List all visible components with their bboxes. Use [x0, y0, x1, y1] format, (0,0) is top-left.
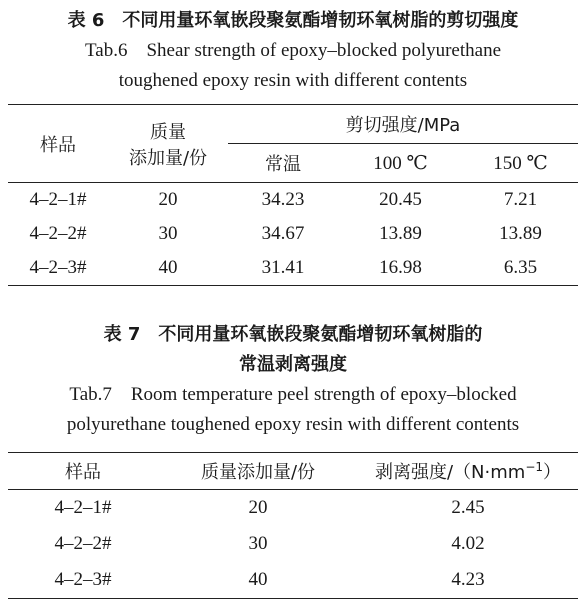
table7-header-content: 质量添加量/份	[158, 453, 358, 490]
table6-cell-rt: 34.23	[261, 189, 305, 210]
table6-header-content-line1: 质量	[150, 121, 186, 143]
table6-cell-rt: 34.67	[261, 223, 305, 244]
table7-header-peel-sup: −1	[525, 460, 544, 474]
table6-cell-sample: 4–2–1#	[29, 189, 87, 210]
table6-cell-150: 6.35	[503, 257, 538, 278]
table7-cell-content: 30	[248, 533, 268, 554]
table7-caption	[0, 320, 586, 440]
table6-cell-100: 16.98	[379, 257, 422, 278]
table7-cell-content: 40	[248, 569, 268, 590]
table6-cell-sample: 4–2–3#	[29, 257, 87, 278]
table6-cell-content: 30	[158, 223, 178, 244]
table6-caption-en-line1: Tab.6 Shear strength of epoxy–blocked polyurethane	[84, 40, 502, 61]
table6-cell-100: 13.89	[379, 223, 422, 244]
table6-caption-en-line2: toughened epoxy resin with different contents	[118, 70, 468, 91]
table7	[8, 452, 578, 599]
table-row	[8, 217, 578, 251]
table6-cell-content: 20	[158, 189, 178, 210]
table-row	[8, 526, 578, 562]
table6-header-col-100: 100 ℃	[373, 152, 428, 174]
table-row	[8, 251, 578, 286]
table6-header-shear-group: 剪切强度/MPa	[228, 105, 578, 144]
table6-caption-cn: 表 6 不同用量环氧嵌段聚氨酯增韧环氧树脂的剪切强度	[67, 10, 519, 31]
table6-header-sample: 样品	[40, 134, 76, 156]
table6	[8, 104, 578, 286]
table6-caption	[0, 6, 586, 96]
table7-cell-peel: 4.02	[451, 533, 485, 554]
table7-caption-cn-line1: 表 7 不同用量环氧嵌段聚氨酯增韧环氧树脂的	[103, 324, 483, 345]
table-row	[8, 490, 578, 527]
table7-cell-sample: 4–2–2#	[54, 533, 112, 554]
table6-header-content	[108, 105, 228, 183]
table6-cell-100: 20.45	[379, 189, 422, 210]
table7-cell-content: 20	[248, 497, 268, 518]
table7-cell-sample: 4–2–1#	[54, 497, 112, 518]
table7-cell-sample: 4–2–3#	[54, 569, 112, 590]
table7-cell-peel: 4.23	[451, 569, 485, 590]
table6-header-content-line2: 添加量/份	[128, 147, 208, 169]
table7-header-peel-end: ）	[543, 462, 562, 483]
table7-header-peel-text: 剥离强度/（N·mm	[374, 462, 526, 483]
table7-header-peel	[358, 453, 578, 490]
table6-cell-sample: 4–2–2#	[29, 223, 87, 244]
table6-header-col-rt: 常温	[265, 154, 301, 175]
table7-cell-peel: 2.45	[451, 497, 485, 518]
table6-cell-rt: 31.41	[261, 257, 305, 278]
table7-caption-en-line2: polyurethane toughened epoxy resin with different contents	[66, 414, 520, 435]
table7-header-sample: 样品	[8, 453, 158, 490]
table-row	[8, 183, 578, 218]
table6-cell-content: 40	[158, 257, 178, 278]
table6-header-row-top	[8, 105, 578, 144]
table-row	[8, 562, 578, 599]
table6-header-col-150: 150 ℃	[493, 152, 548, 174]
table7-header-row	[8, 453, 578, 490]
table6-cell-150: 13.89	[499, 223, 542, 244]
table7-caption-cn-line2: 常温剥离强度	[239, 354, 347, 375]
table6-cell-150: 7.21	[503, 189, 538, 210]
table7-caption-en-line1: Tab.7 Room temperature peel strength of epoxy–blocked	[69, 384, 517, 405]
